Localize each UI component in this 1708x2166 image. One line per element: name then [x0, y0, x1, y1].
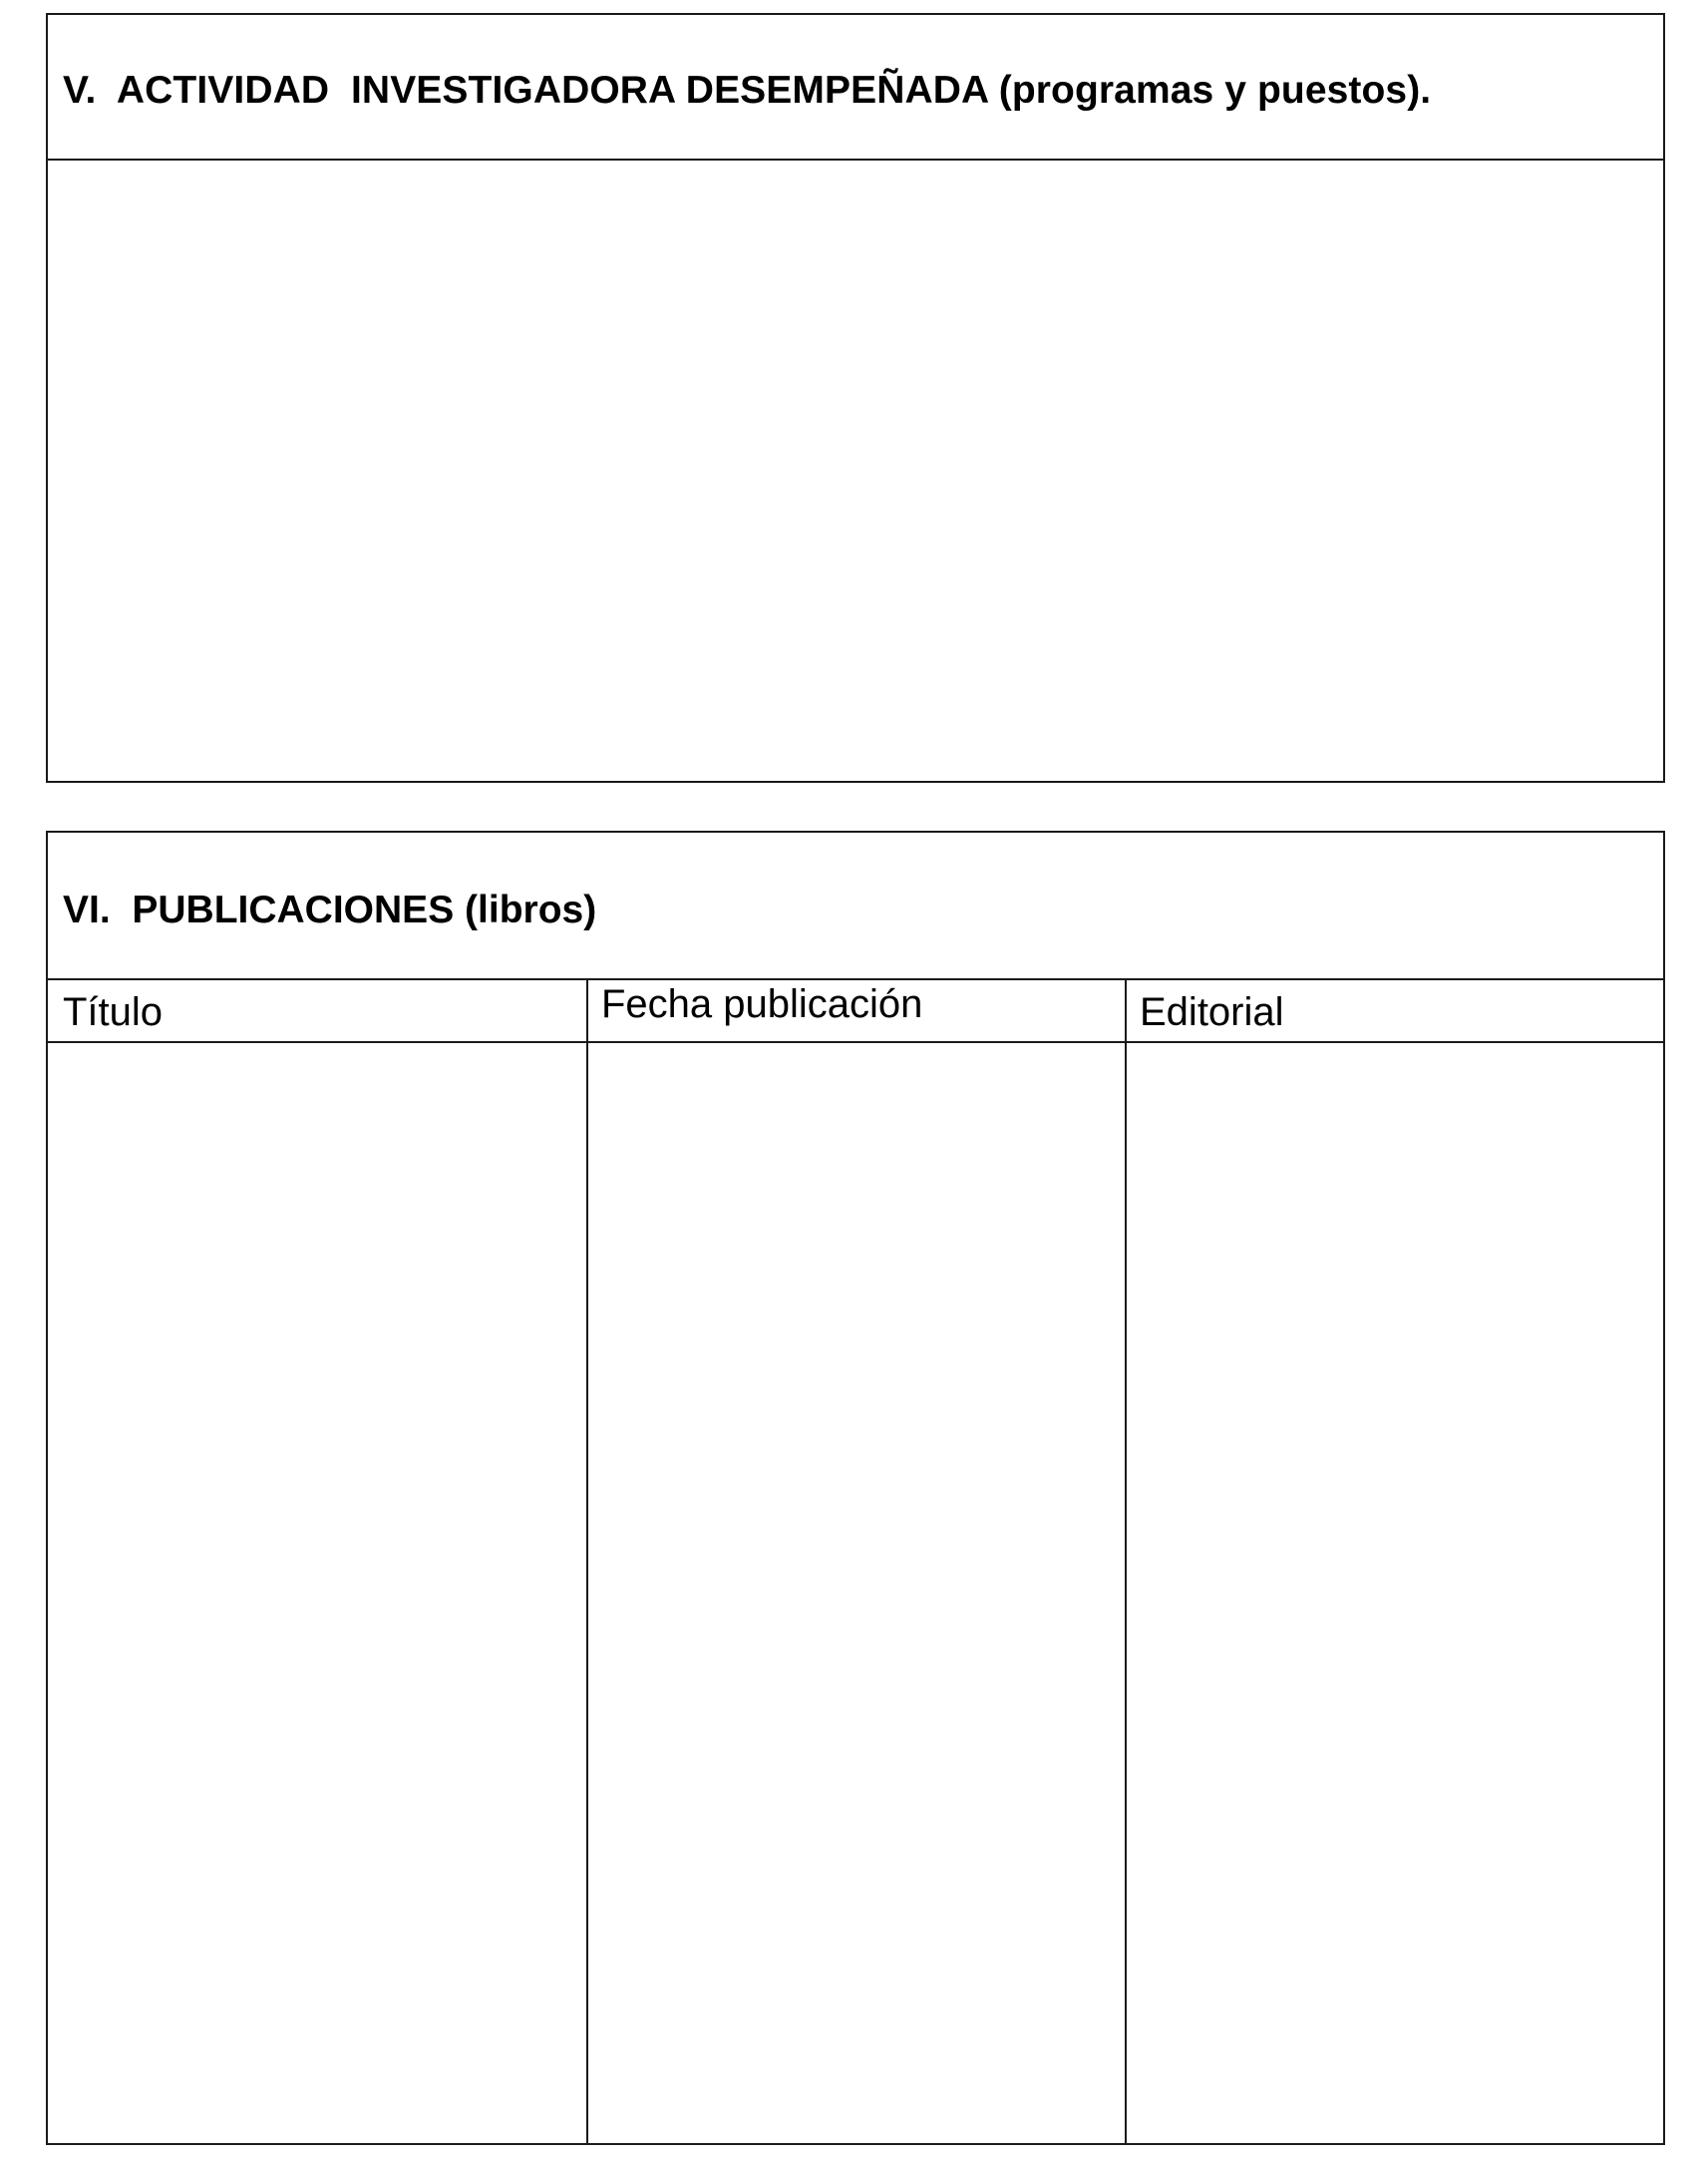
- column-header-editorial: Editorial: [1140, 990, 1284, 1034]
- publications-header: [48, 833, 1663, 980]
- publications-table-header: [48, 980, 1663, 1043]
- research-activity-title: V. ACTIVIDAD INVESTIGADORA DESEMPEÑADA (programas y puestos).: [63, 69, 1432, 112]
- column-header-titulo: Título: [63, 990, 164, 1034]
- column-header-fecha-publicacion: Fecha publicación: [601, 982, 923, 1026]
- research-activity-section: [46, 13, 1665, 783]
- publications-title: VI. PUBLICACIONES (libros): [63, 889, 597, 931]
- research-activity-header: [48, 15, 1663, 161]
- fecha-publicacion-field[interactable]: [588, 1043, 1125, 2143]
- titulo-field[interactable]: [48, 1043, 586, 2143]
- editorial-field[interactable]: [1127, 1043, 1663, 2143]
- research-activity-field[interactable]: [48, 161, 1663, 781]
- publications-section: [46, 831, 1665, 2145]
